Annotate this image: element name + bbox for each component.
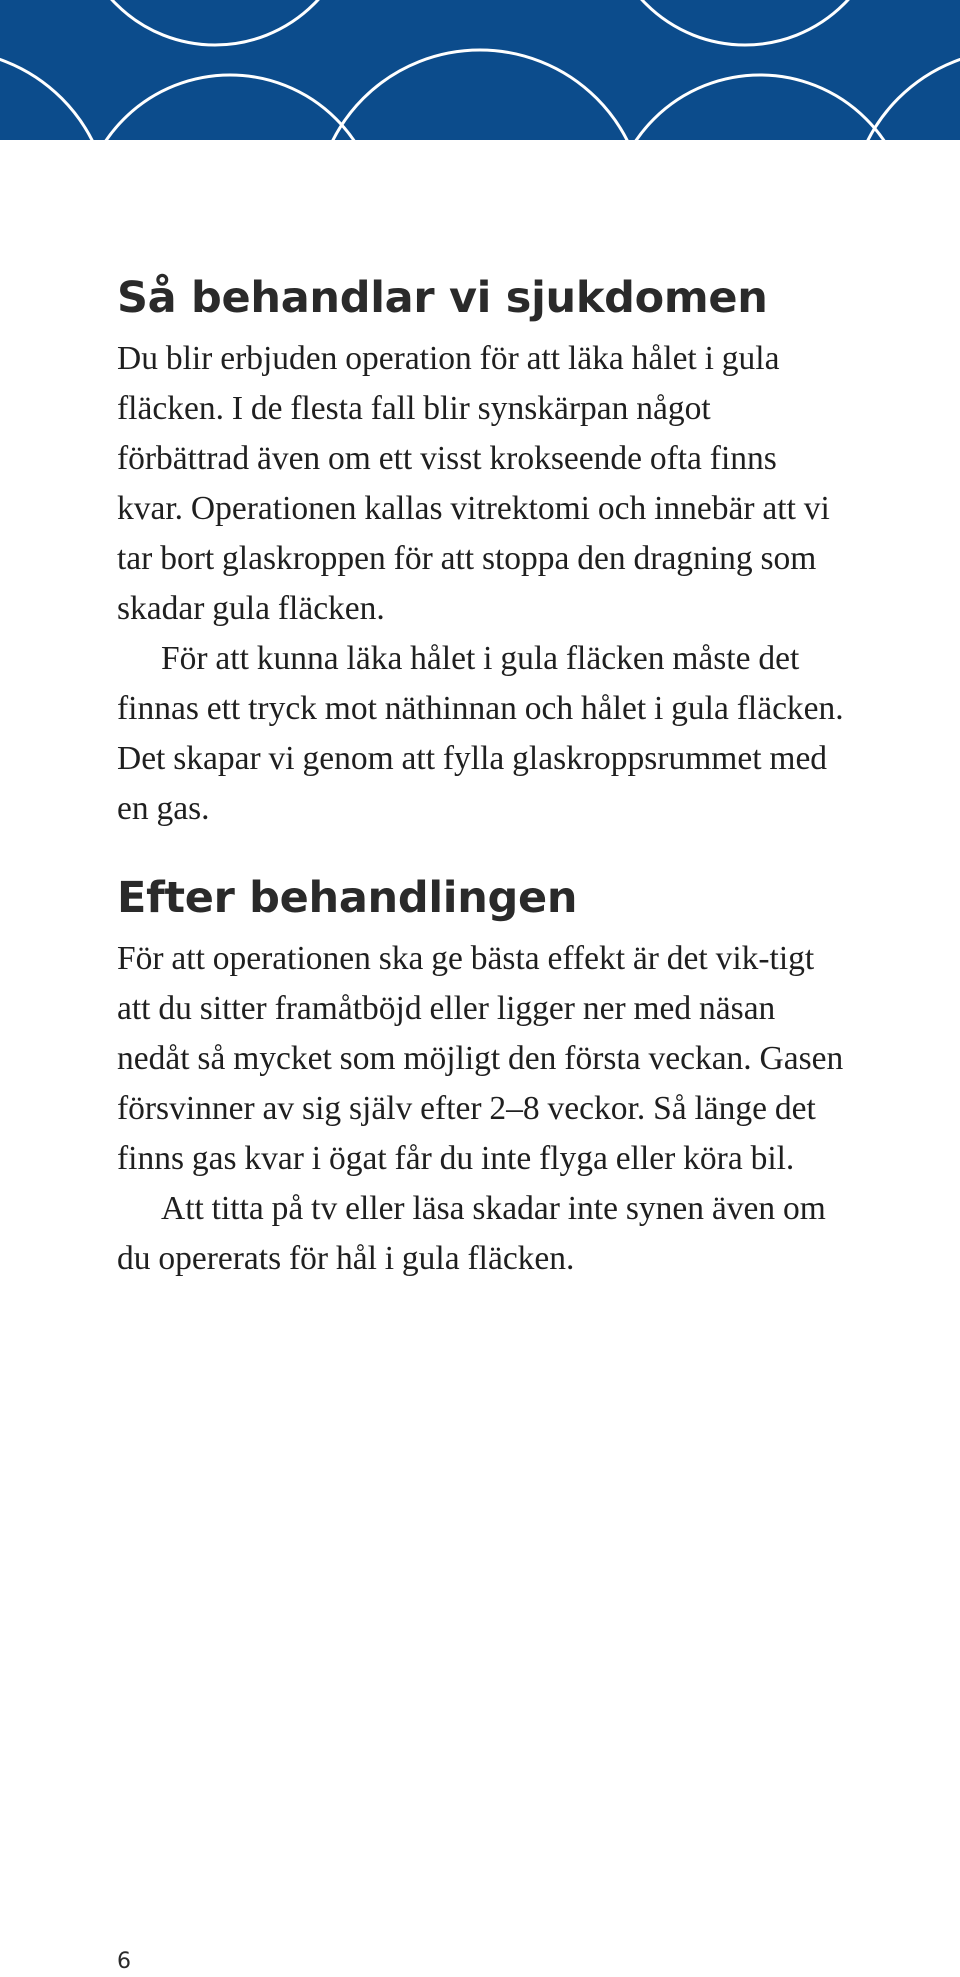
body-paragraph: För att kunna läka hålet i gula fläcken måste det finnas ett tryck mot näthinnan och hålet i gula fläcken. Det skapar vi genom att fylla glaskroppsrummet med en gas.	[117, 640, 844, 827]
section-heading: Så behandlar vi sjukdomen	[117, 273, 768, 323]
section-treatment	[117, 262, 847, 834]
header-band-background	[0, 0, 960, 140]
header-decorative-pattern	[0, 0, 960, 140]
body-paragraph: Att titta på tv eller läsa skadar inte synen även om du opererats för hål i gula fläcken.	[117, 1190, 826, 1277]
body-paragraph: För att operationen ska ge bästa effekt är det vik-tigt att du sitter framåtböjd eller ligger ner med näsan nedåt så mycket som möjligt den första veckan. Gasen försvinner av sig själv efter 2–8 veckor. Så länge det finns gas kvar i ögat får du inte flyga eller köra bil.	[117, 940, 844, 1177]
section-heading: Efter behandlingen	[117, 873, 578, 923]
section-after-treatment	[117, 862, 847, 1284]
main-content	[117, 262, 847, 1284]
page-number: 6	[117, 1949, 131, 1974]
body-paragraph: Du blir erbjuden operation för att läka hålet i gula fläcken. I de flesta fall blir synskärpan något förbättrad även om ett visst krokseende ofta finns kvar. Operationen kallas vitrektomi och innebär att vi tar bort glaskroppen för att stoppa den dragning som skadar gula fläcken.	[117, 340, 830, 627]
